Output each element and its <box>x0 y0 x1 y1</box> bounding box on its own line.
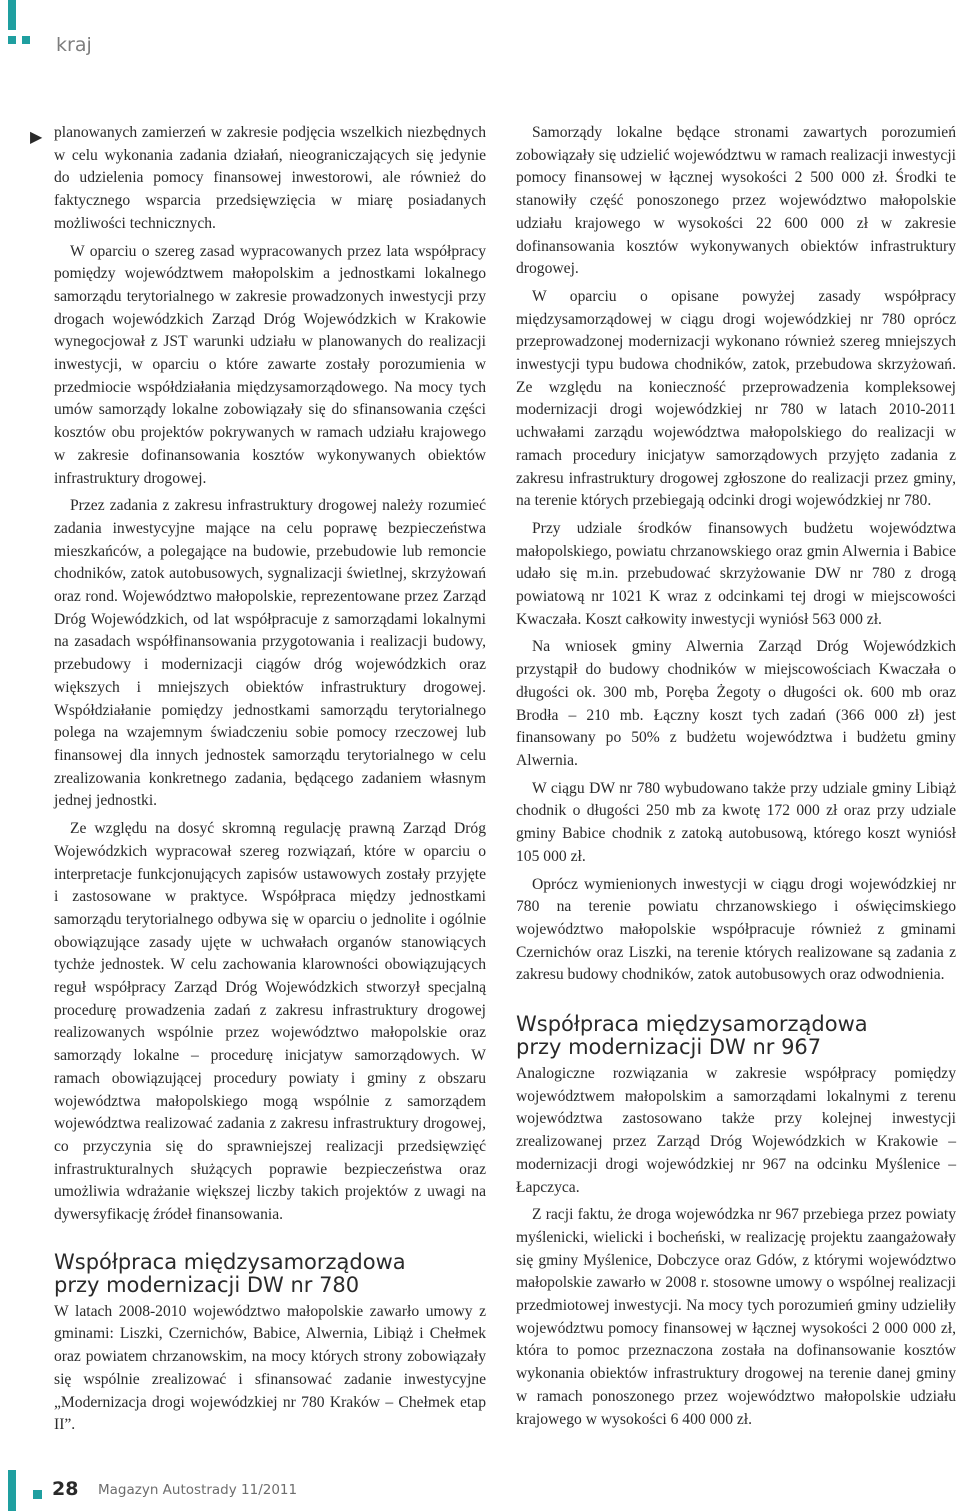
section-heading-dw967 <box>516 1013 956 1059</box>
continuation-arrow-icon: ▶ <box>30 127 43 146</box>
paragraph: Z racji faktu, że droga wojewódzka nr 967 przebiega przez powiaty myślenicki, wielicki i bocheński, w realizację projektu zaangażowały się gminy Myślenice, Dobczyce oraz Gdów, z którymi województwo małopolskie zawarło w 2008 r. stosowne umowy o wspólnej realizacji przedmiotowej inwestycji. Na mocy tych porozumień gminy udzieliły województwu pomocy finansowej w łącznej wysokości 2 000 000 zł, która to pomoc przeznaczona została na dofinansowanie kosztów wykonania obiektów infrastruktury drogowej na terenie danej gminy w ramach ponoszonego przez województwo małopolskie udziału krajowego w wysokości 6 400 000 zł. <box>516 1206 956 1428</box>
footer-bar <box>8 1470 16 1511</box>
paragraph: Ze względu na dosyć skromną regulację prawną Zarząd Dróg Wojewódzkich wypracował szereg rozwiązań, które w oparciu o interpretacje funkcjonujących zapisów ustawowych zostały przyjęte i zastosowane w praktyce. Współpraca między jednostkami samorządu terytorialnego odbywa się w oparciu o jednolite i ogólnie obowiązujące zasady ujęte w uchwałach organów stanowiących tychże jednostek. W celu zachowania klarowności obowiązujących reguł współpracy Zarząd Dróg Wojewódzkich stworzył specjalną procedurę prowadzenia zadań z zakresu infrastruktury drogowej realizowanych wspólnie przez województwo małopolskie oraz samorządy lokalne – procedurę inicjatyw samorządowych. W ramach obowiązującej procedury powiaty i gminy z obszaru województwa małopolskiego mogą wspólnie z samorządem województwa realizować zadania z zakresu infrastruktury drogowej, co przyczynia się do sprawniejszej realizacji przedsięwzięć infrastrukturalnych służących poprawie bezpieczeństwa oraz umożliwia wdrażanie większej liczby takich projektów z uwagi na dywersyfikację źródeł finansowania. <box>54 820 486 1224</box>
heading-line: Współpraca międzysamorządowa <box>516 1012 868 1037</box>
footer-square-icon <box>33 1490 42 1499</box>
paragraph: W oparciu o opisane powyżej zasady współpracy międzysamorządowej w ciągu drogi wojewódzkiej nr 780 oprócz przeprowadzonej modernizacji wykonano również szereg mniejszych inwestycji typu budowa chodników, zatok, przebudowa skrzyżowań. Ze względu na konieczność przeprowadzenia kompleksowej modernizacji drogi wojewódzkiej nr 780 w latach 2010-2011 uchwałami zarządu województwa małopolskiego do realizacji w ramach procedury inicjatyw samorządowych przyjęto zadania z zakresu infrastruktury drogowej zgłoszone do realizacji przez gminy, na terenie których przebiegają odcinki drogi wojewódzkiej nr 780. <box>516 287 956 510</box>
paragraph: W ciągu DW nr 780 wybudowano także przy udziale gminy Libiąż chodnik o długości 250 mb za kwotę 172 000 zł oraz przy udziale gminy Babice chodnik z zatoką autobusową, którego koszt wyniósł 105 000 zł. <box>516 779 956 865</box>
paragraph: planowanych zamierzeń w zakresie podjęcia wszelkich niezbędnych w celu wykonania zadania działań, nieograniczających się jedynie do udzielenia pomocy finansowej inwestorowi, ale również do faktycznego wsparcia przedsięwzięcia w miarę posiadanych możliwości technicznych. <box>54 124 486 232</box>
page-footer <box>0 1470 960 1511</box>
corner-square <box>8 36 16 44</box>
magazine-title: Magazyn Autostrady 11/2011 <box>98 1482 298 1498</box>
paragraph: Na wniosek gminy Alwernia Zarząd Dróg Wojewódzkich przystąpił do budowy chodników w miejscowościach Kwaczała o długości ok. 300 mb, Poręba Żegoty o długości ok. 600 mb oraz Brodła – 210 mb. Łączny koszt tych zadań (366 000 zł) jest finansowany po 50% z budżetu województwa i budżetu gminy Alwernia. <box>516 638 956 769</box>
page-number: 28 <box>52 1478 79 1500</box>
heading-line: przy modernizacji DW nr 780 <box>54 1272 360 1297</box>
paragraph: W latach 2008-2010 województwo małopolskie zawarło umowy z gminami: Liszki, Czernichów, Babice, Alwernia, Libiąż i Chełmek oraz powiatem chrzanowskim, na mocy których strony zobowiązały się wspólnie zrealizować i sfinansować zadanie inwestycyjne „Modernizacja drogi wojewódzkiej nr 780 Kraków – Chełmek etap II”. <box>54 1302 486 1434</box>
left-column <box>54 122 486 1442</box>
section-tag: kraj <box>56 34 92 56</box>
paragraph: Oprócz wymienionych inwestycji w ciągu drogi wojewódzkiej nr 780 na terenie powiatu chrzanowskiego i oświęcimskiego województwo małopolskie współpracuje również z gminami Czernichów oraz Liszki, na terenie których realizowane są zadania z zakresu budowy chodników, zatok autobusowych oraz odwodnienia. <box>516 875 956 984</box>
paragraph: Przy udziale środków finansowych budżetu województwa małopolskiego, powiatu chrzanowskiego oraz gmin Alwernia i Babice udało się m.in. przebudować skrzyżowanie DW nr 780 z drogą powiatową nr 1021 K wraz z odcinkami tej drogi w miejscowości Kwaczała. Koszt całkowity inwestycji wyniósł 563 000 zł. <box>516 519 956 628</box>
paragraph: Analogiczne rozwiązania w zakresie współpracy pomiędzy województwem małopolskim a samorządami lokalnymi z terenu województwa zastosowano także przy kolejnej inwestycji zrealizowanej przez Zarząd Dróg Wojewódzkich w Krakowie – modernizacji drogi wojewódzkiej nr 967 na odcinku Myślenice – Łapczyca. <box>516 1065 956 1196</box>
paragraph: Samorządy lokalne będące stronami zawartych porozumień zobowiązały się udzielić województwu w ramach realizacji inwestycji pomocy finansowej w łącznej wysokości 2 500 000 zł. Środki te stanowiły część ponoszonego przez województwo małopolskie udziału krajowego w wysokości 22 600 000 zł w zakresie dofinansowania kosztów wykonywanych obiektów infrastruktury drogowej. <box>516 124 956 278</box>
section-heading-dw780 <box>54 1251 486 1297</box>
heading-line: przy modernizacji DW nr 967 <box>516 1035 822 1060</box>
heading-line: Współpraca międzysamorządowa <box>54 1249 406 1274</box>
corner-dot <box>22 36 30 44</box>
paragraph: Przez zadania z zakresu infrastruktury drogowej należy rozumieć zadania inwestycyjne mające na celu poprawę bezpieczeństwa mieszkańców, a polegające na budowie, przebudowie lub remoncie chodników, zatok autobusowych, sygnalizacji świetlnej, skrzyżowań oraz rond. Województwo małopolskie, reprezentowane przez Zarząd Dróg Wojewódzkich, od lat współpracuje z samorządami lokalnymi na zasadach współfinansowania przygotowania i realizacji budowy, przebudowy i modernizacji ciągów dróg wojewódzkich oraz większych i mniejszych obiektów infrastruktury drogowej. Współdziałanie pomiędzy jednostkami samorządu terytorialnego polega na wzajemnym świadczeniu sobie pomocy rzeczowej lub finansowej dla innych jednostek samorządu terytorialnego w celu zrealizowania konkretnego zadania, będącego zadaniem własnym jednej jednostki. <box>54 497 486 810</box>
paragraph: W oparciu o szereg zasad wypracowanych przez lata współpracy pomiędzy województwem małopolskim a jednostkami lokalnego samorządu terytorialnego w zakresie prowadzonych inwestycji przy drogach wojewódzkich Zarząd Dróg Wojewódzkich w Krakowie wynegocjował z JST warunki udziału w planowanych do realizacji inwestycji, w oparciu o które zawarte zostały porozumienia w przedmiocie współdziałania międzysamorządowego. Na mocy tych umów samorządy lokalne zobowiązały się do sfinansowania części kosztów obu projektów pokrywanych w ramach udziału krajowego w zakresie dofinansowania kosztów wykonywanych obiektów infrastruktury drogowej. <box>54 242 486 487</box>
right-column <box>516 122 956 1436</box>
corner-bar-vertical <box>8 0 16 30</box>
